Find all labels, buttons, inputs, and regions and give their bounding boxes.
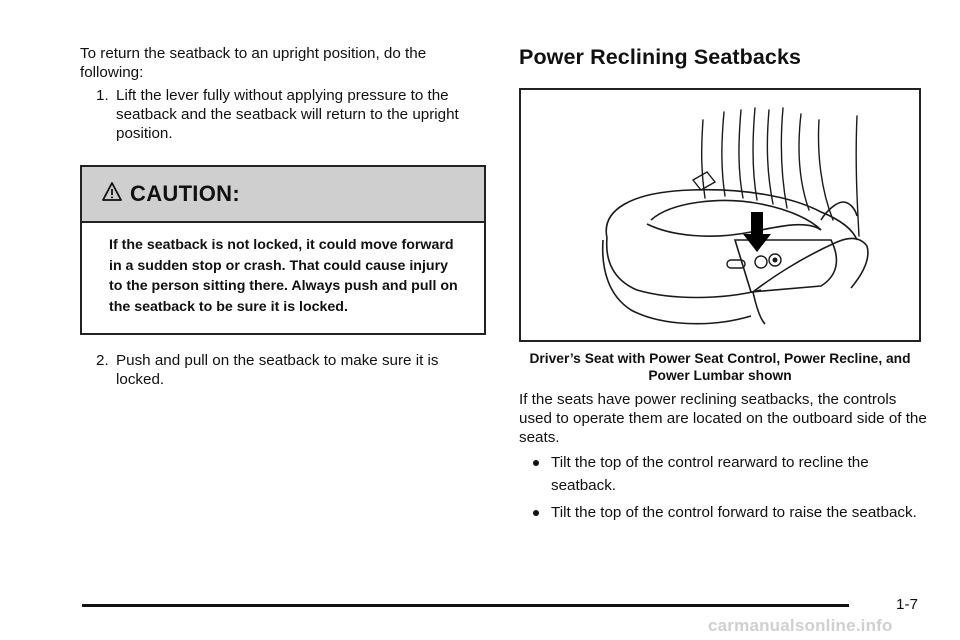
intro-text: To return the seatback to an upright position, do the following: xyxy=(80,45,427,81)
figure-caption: Driver’s Seat with Power Seat Control, Power Recline, and Power Lumbar shown xyxy=(529,350,911,383)
step-2-text: Push and pull on the seatback to make sure it is locked. xyxy=(116,352,439,388)
step-1-text: Lift the lever fully without applying pressure to the seatback and the seatback will return to the upright position. xyxy=(116,87,459,142)
seat-cushion xyxy=(603,190,868,324)
left-column xyxy=(80,44,490,389)
caution-box xyxy=(80,165,486,335)
seat-illustration xyxy=(521,90,919,340)
steps-list xyxy=(80,86,490,143)
list-item xyxy=(519,451,929,497)
step-1-number: 1. xyxy=(96,87,109,104)
page-number: 1-7 xyxy=(896,596,918,613)
step-2 xyxy=(80,351,490,389)
seatback-lines xyxy=(702,108,859,236)
caution-title: CAUTION: xyxy=(130,181,240,206)
list-item xyxy=(519,501,929,524)
bullet-icon xyxy=(533,510,539,516)
controls-paragraph: If the seats have power reclining seatbacks, the controls used to operate them are located on the outboard side of the seats. xyxy=(519,390,927,446)
step-2-number: 2. xyxy=(96,352,109,369)
footer-rule xyxy=(82,604,849,607)
step-1 xyxy=(80,86,490,143)
caution-body: If the seatback is not locked, it could move forward in a sudden stop or crash. That could cause injury to the person sitting there. Always push and pull on the seatback to be sure it is locked. xyxy=(109,237,458,315)
bullet-list xyxy=(519,451,929,524)
seat-figure xyxy=(519,88,921,342)
bullet-text: Tilt the top of the control forward to raise the seatback. xyxy=(551,503,917,521)
watermark: carmanualsonline.info xyxy=(708,616,893,635)
section-title: Power Reclining Seatbacks xyxy=(519,45,802,69)
side-controls xyxy=(727,254,781,268)
warning-triangle-icon xyxy=(102,181,122,203)
caution-header xyxy=(82,167,484,223)
bullet-icon xyxy=(533,460,539,466)
right-column xyxy=(519,44,929,528)
bullet-text: Tilt the top of the control rearward to recline the seatback. xyxy=(551,453,869,494)
